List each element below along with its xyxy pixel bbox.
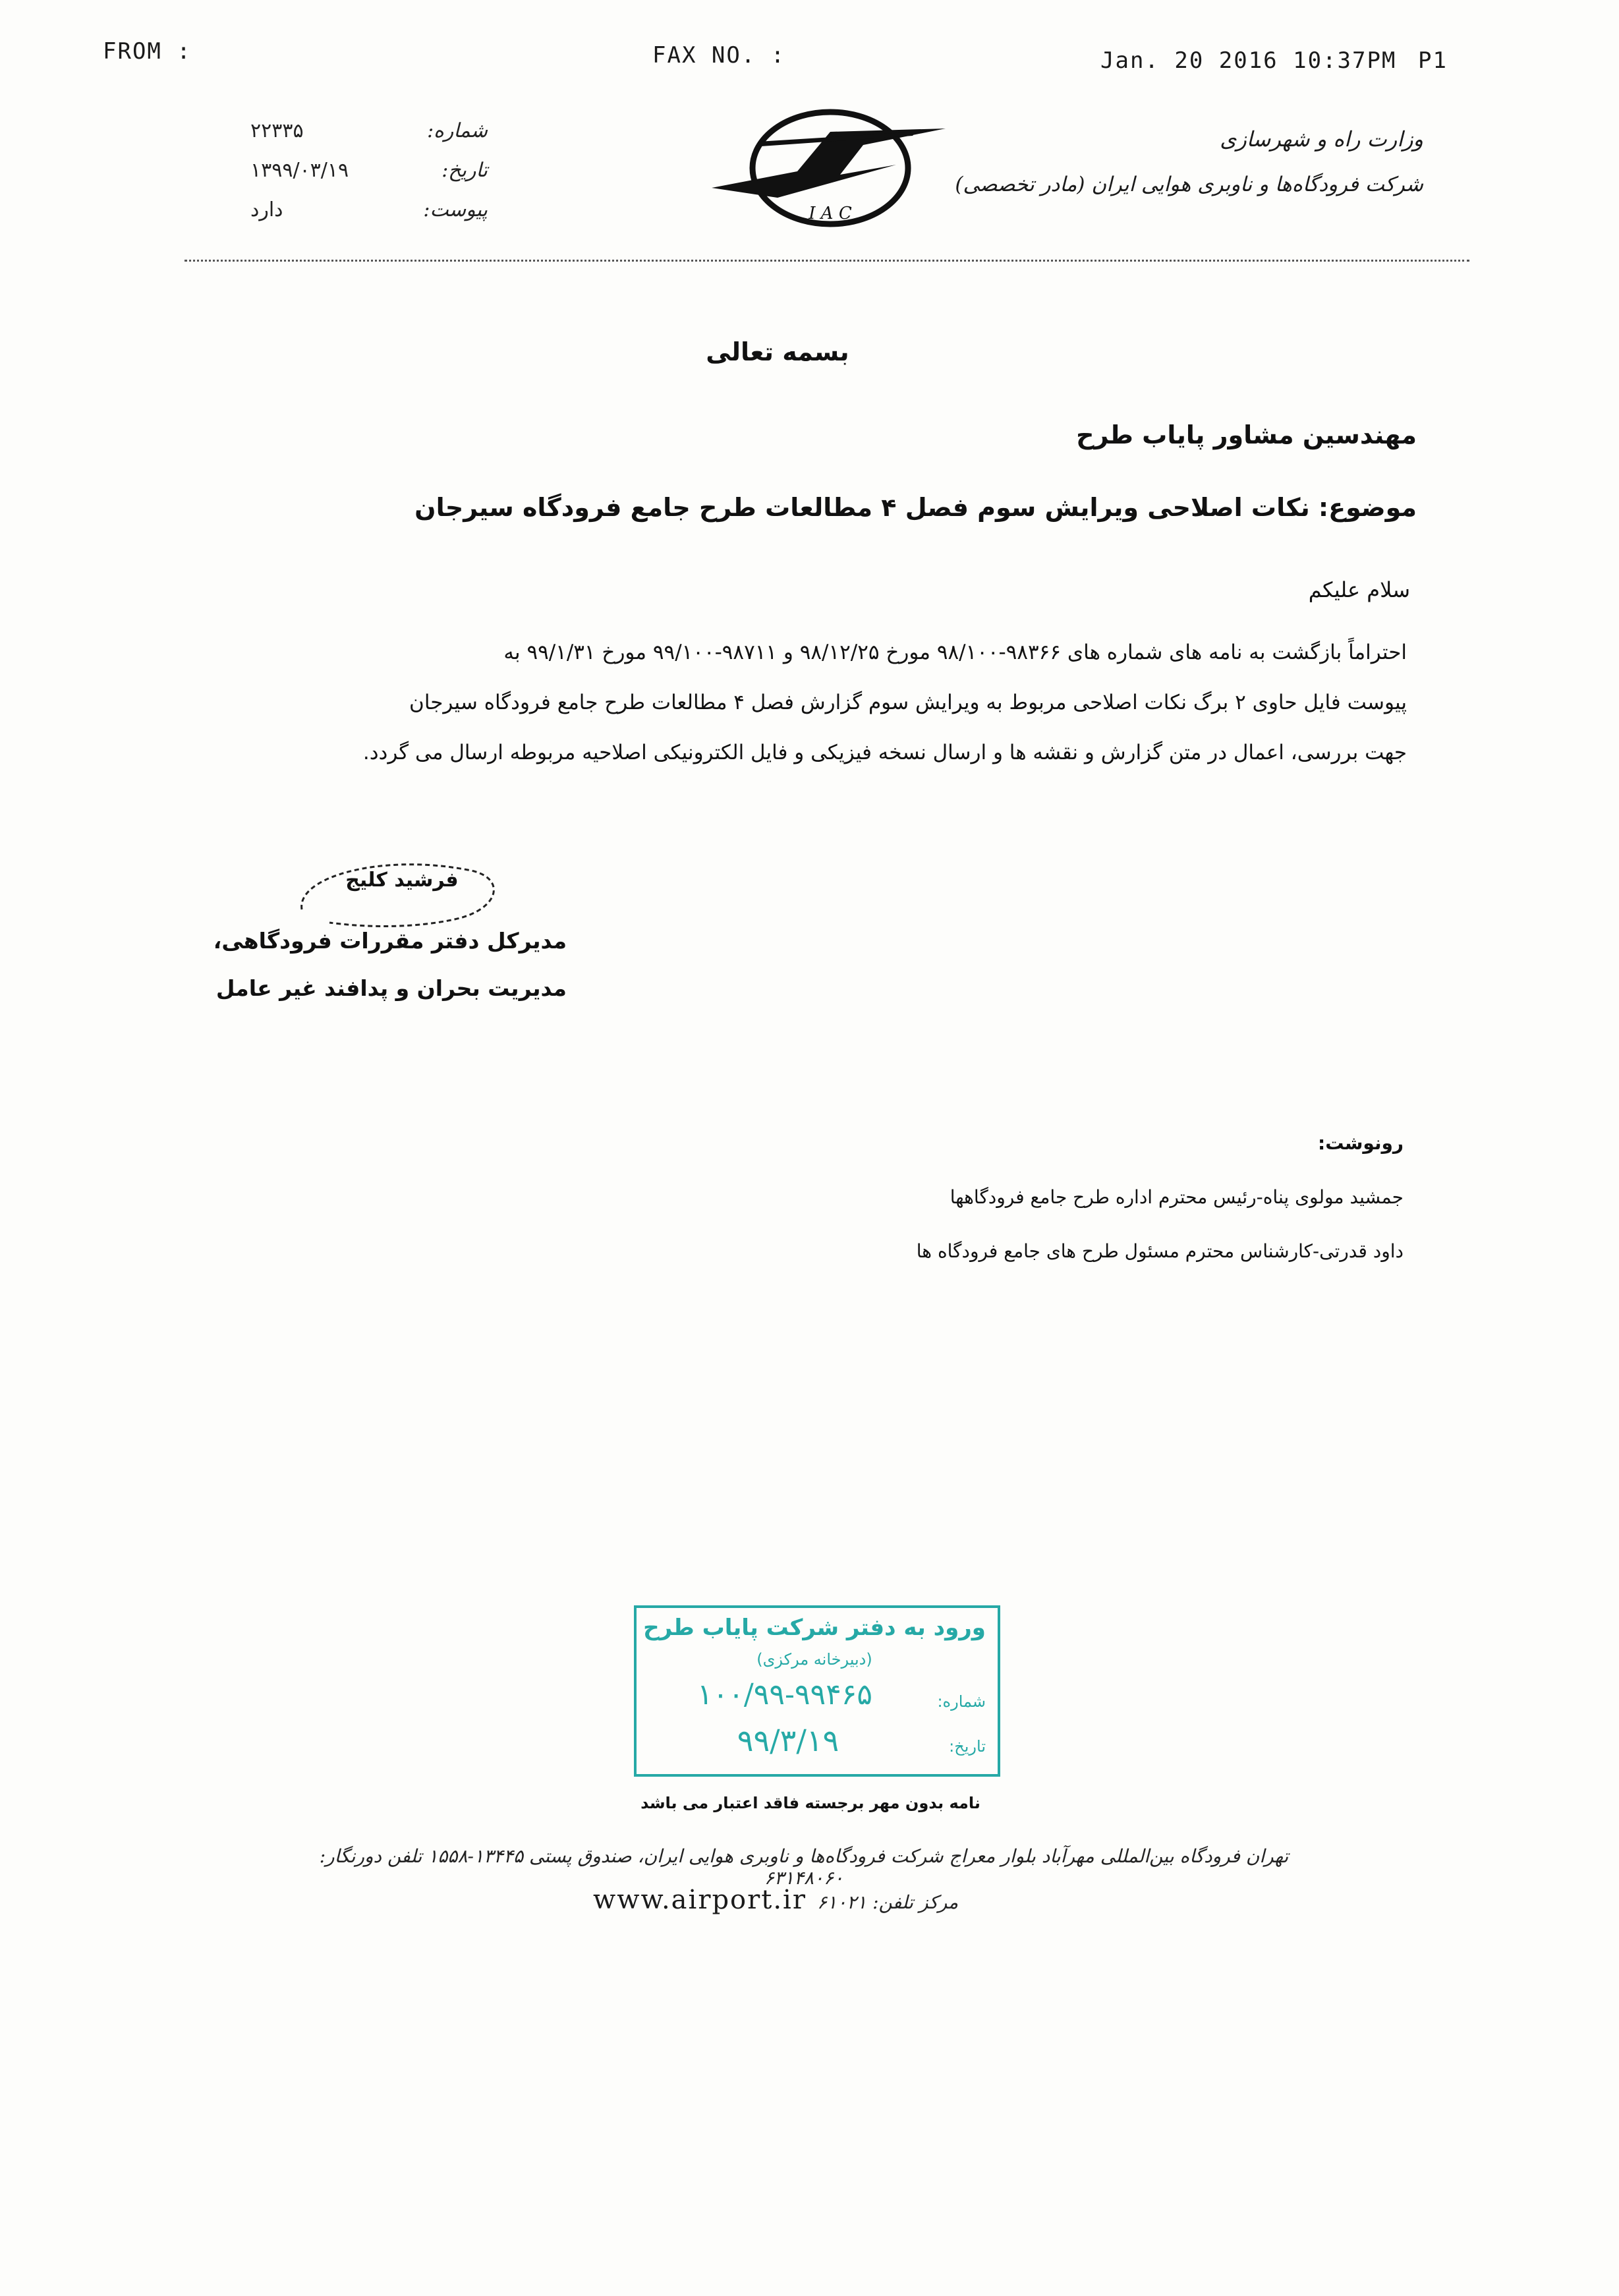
stamp-subtitle: (دبیرخانه مرکزی) (756, 1650, 872, 1669)
ministry-name: وزارت راه و شهرسازی (1220, 127, 1423, 152)
meta-attachment-value: دارد (250, 198, 283, 221)
header-divider (185, 260, 1469, 262)
stamp-date-label: تاریخ: (949, 1737, 986, 1756)
meta-date-label: تاریخ: (441, 158, 488, 182)
fax-page-number: P1 (1418, 47, 1448, 74)
company-name: شرکت فرودگاه‌ها و ناوبری هوایی ایران (مادر تخصصی) (955, 173, 1423, 196)
stamp-date-value: ۹۹/۳/۱۹ (737, 1723, 839, 1758)
subject-line: موضوع: نکات اصلاحی ویرایش سوم فصل ۴ مطالعات طرح جامع فرودگاه سیرجان (414, 493, 1417, 522)
letter-meta (250, 111, 488, 229)
cc-item: داود قدرتی-کارشناس محترم مسئول طرح های جامع فرودگاه ها (916, 1240, 1404, 1262)
body-line: احتراماً بازگشت به نامه های شماره های ۹۸۳۶۶-۹۸/۱۰۰ مورخ ۹۸/۱۲/۲۵ و ۹۸۷۱۱-۹۹/۱۰۰ مورخ ۹۹/۱/۳۱ به (503, 641, 1407, 664)
meta-number-label: شماره: (427, 119, 488, 142)
cc-item: جمشید مولوی پناه-رئیس محترم اداره طرح جامع فرودگاهها (950, 1186, 1404, 1208)
fax-number-label: FAX NO. : (652, 42, 786, 69)
signatory-name: فرشید کلیج (345, 869, 459, 892)
footer-address: تهران فرودگاه بین‌المللی مهرآباد بلوار معراج شرکت فرودگاه‌ها و ناوبری هوایی ایران، صندوق پستی ۱۳۴۴۵-۱۵۵۸ تلفن دورنگار: ۶۳۱۴۸۰۶۰ (319, 1845, 1289, 1889)
footer-phone: مرکز تلفن: ۶۱۰۲۱ (816, 1891, 959, 1913)
meta-number-row (250, 111, 488, 150)
meta-number-value: ۲۲۳۳۵ (250, 119, 304, 142)
body-line: پیوست فایل حاوی ۲ برگ نکات اصلاحی مربوط به ویرایش سوم گزارش فصل ۴ مطالعات طرح جامع فرودگاه سیرجان (409, 691, 1407, 714)
meta-attachment-label: پیوست: (423, 198, 488, 221)
recipient: مهندسین مشاور پایاب طرح (1076, 420, 1417, 449)
stamp-title: ورود به دفتر شرکت پایاب طرح (643, 1615, 986, 1641)
signatory-title-1: مدیرکل دفتر مقررات فرودگاهی، (213, 928, 567, 954)
stamp-number-value: ۱۰۰/۹۹-۹۹۴۶۵ (696, 1678, 873, 1711)
validity-note: نامه بدون مهر برجسته فاقد اعتبار می باشد (640, 1794, 980, 1812)
logo-letters: I A C (809, 204, 852, 223)
received-stamp (634, 1605, 1000, 1777)
body-line: جهت بررسی، اعمال در متن گزارش و نقشه ها و ارسال نسخه فیزیکی و فایل الکترونیکی اصلاحیه مربوطه ارسال می گردد. (362, 741, 1407, 764)
greeting-title: بسمه تعالی (706, 337, 849, 366)
signatory-title-2: مدیریت بحران و پدافند غیر عامل (215, 975, 567, 1001)
company-logo-icon (698, 92, 962, 231)
footer-website: www.airport.ir (593, 1885, 807, 1915)
stamp-number-label: شماره: (937, 1692, 986, 1711)
meta-attachment-row (250, 190, 488, 229)
fax-from: FROM : (103, 38, 192, 65)
salutation: سلام علیکم (1308, 577, 1410, 602)
footer-contact (593, 1885, 958, 1915)
meta-date-row (250, 150, 488, 190)
meta-date-value: ۱۳۹۹/۰۳/۱۹ (250, 158, 349, 182)
fax-datetime: Jan. 20 2016 10:37PM (1100, 47, 1397, 74)
cc-label: رونوشت: (1318, 1132, 1404, 1154)
letter-body (227, 627, 1407, 778)
